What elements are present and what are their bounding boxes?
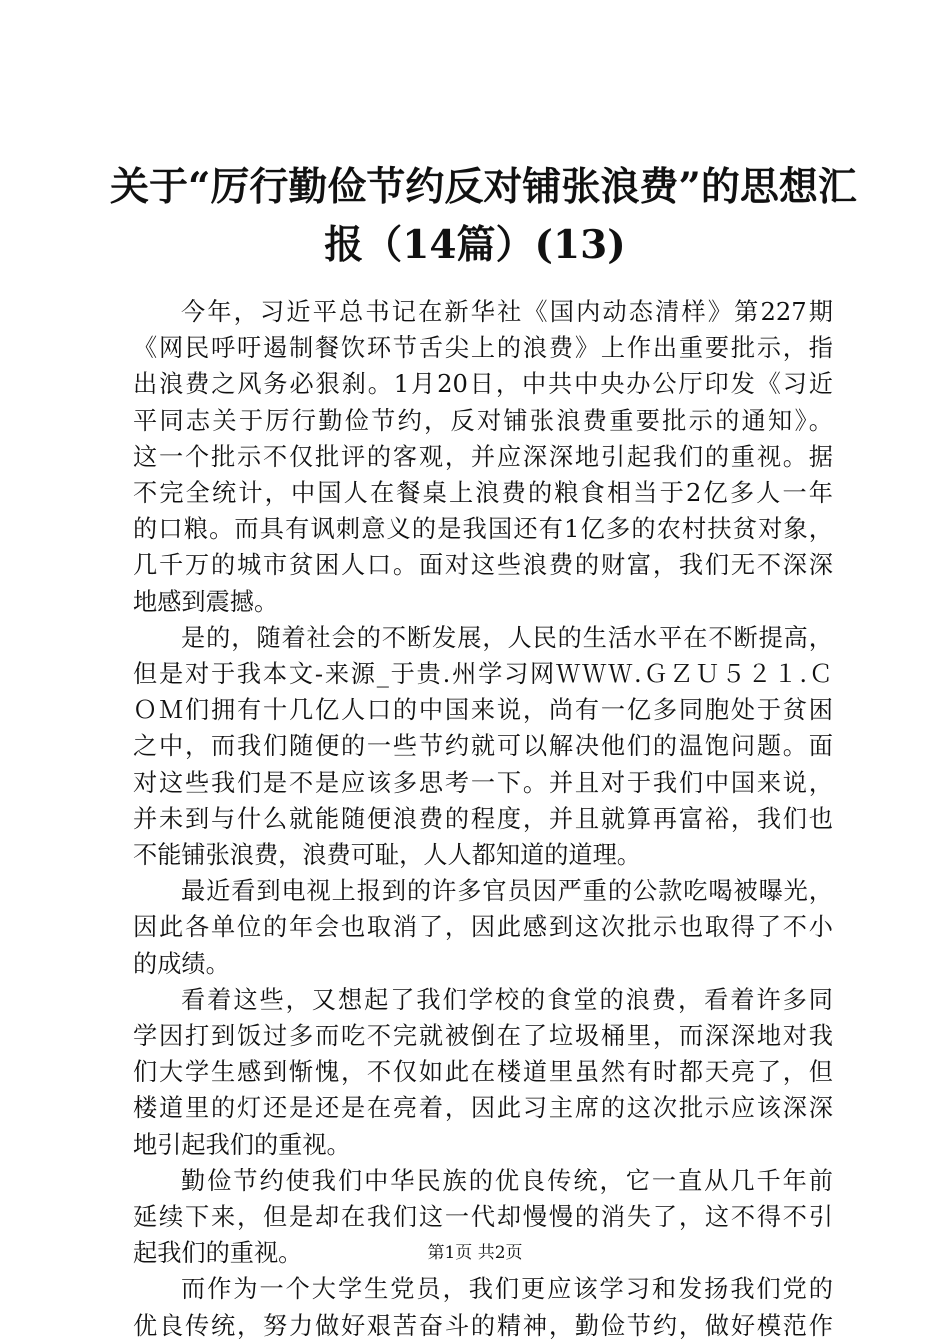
paragraph-line: 这一个批示不仅批评的客观，并应深深地引起我们的重视。据 bbox=[133, 442, 833, 471]
paragraph-line: 平同志关于厉行勤俭节约，反对铺张浪费重要批示的通知》。 bbox=[133, 406, 833, 435]
body-paragraph bbox=[133, 1271, 833, 1343]
body-paragraph bbox=[133, 294, 833, 620]
paragraph-line: 不能铺张浪费，浪费可耻，人人都知道的道理。 bbox=[133, 841, 641, 870]
paragraph-line: 今年，习近平总书记在新华社《国内动态清样》第227期 bbox=[181, 298, 833, 326]
paragraph-line: 几千万的城市贫困人口。面对这些浪费的财富，我们无不深深 bbox=[133, 551, 833, 580]
paragraph-line: 并未到与什么就能随便浪费的程度，并且就算再富裕，我们也 bbox=[133, 804, 833, 833]
paragraph-line: 勤俭节约使我们中华民族的优良传统，它一直从几千年前 bbox=[181, 1166, 833, 1195]
paragraph-line: ＯＭ们拥有十几亿人口的中国来说，尚有一亿多同胞处于贫困 bbox=[133, 696, 833, 725]
body-paragraph bbox=[133, 620, 833, 873]
paragraph-line: 的口粮。而具有讽刺意义的是我国还有1亿多的农村扶贫对象， bbox=[133, 515, 833, 544]
paragraph-line: 但是对于我本文-来源_于贵.州学习网ＷＷＷ.ＧＺＵ５２１.Ｃ bbox=[133, 660, 833, 689]
paragraph-line: 们大学生感到惭愧，不仅如此在楼道里虽然有时都天亮了，但 bbox=[133, 1058, 833, 1087]
paragraph-line: 之中，而我们随便的一些节约就可以解决他们的温饱问题。面 bbox=[133, 732, 833, 761]
body-paragraph bbox=[133, 873, 833, 982]
paragraph-line: 起我们的重视。 bbox=[133, 1239, 303, 1268]
paragraph-line: 是的，随着社会的不断发展，人民的生活水平在不断提高， bbox=[181, 623, 833, 652]
document-body bbox=[133, 294, 833, 1344]
paragraph-line: 地感到震撼。 bbox=[133, 587, 279, 616]
paragraph-line: 的成绩。 bbox=[133, 949, 230, 978]
paragraph-line: 出浪费之风务必狠刹。1月20日，中共中央办公厅印发《习近 bbox=[133, 370, 833, 399]
title-line-1: 关于“厉行勤俭节约反对铺张浪费”的思想汇 bbox=[110, 164, 857, 210]
title-line-2: 报（14篇）(13) bbox=[324, 222, 626, 268]
paragraph-line: 延续下来，但是却在我们这一代却慢慢的消失了，这不得不引 bbox=[133, 1203, 833, 1232]
paragraph-line: 而作为一个大学生党员，我们更应该学习和发扬我们党的 bbox=[181, 1275, 833, 1304]
paragraph-line: 因此各单位的年会也取消了，因此感到这次批示也取得了不小 bbox=[133, 913, 833, 942]
paragraph-line: 看着这些，又想起了我们学校的食堂的浪费，看着许多同 bbox=[181, 985, 833, 1014]
paragraph-line: 地引起我们的重视。 bbox=[133, 1130, 351, 1159]
paragraph-line: 优良传统，努力做好艰苦奋斗的精神，勤俭节约，做好模范作 bbox=[133, 1311, 833, 1340]
paragraph-line: 学因打到饭过多而吃不完就被倒在了垃圾桶里，而深深地对我 bbox=[133, 1022, 833, 1051]
paragraph-line: 楼道里的灯还是还是在亮着，因此习主席的这次批示应该深深 bbox=[133, 1094, 833, 1123]
page-footer: 第1页 共2页 bbox=[427, 1243, 523, 1263]
paragraph-line: 不完全统计，中国人在餐桌上浪费的粮食相当于2亿多人一年 bbox=[133, 479, 833, 508]
paragraph-line: 《网民呼吁遏制餐饮环节舌尖上的浪费》上作出重要批示，指 bbox=[133, 334, 833, 363]
paragraph-line: 最近看到电视上报到的许多官员因严重的公款吃喝被曝光， bbox=[181, 877, 833, 906]
paragraph-line: 对这些我们是不是应该多思考一下。并且对于我们中国来说， bbox=[133, 768, 833, 797]
document-title bbox=[110, 158, 857, 274]
body-paragraph bbox=[133, 982, 833, 1163]
